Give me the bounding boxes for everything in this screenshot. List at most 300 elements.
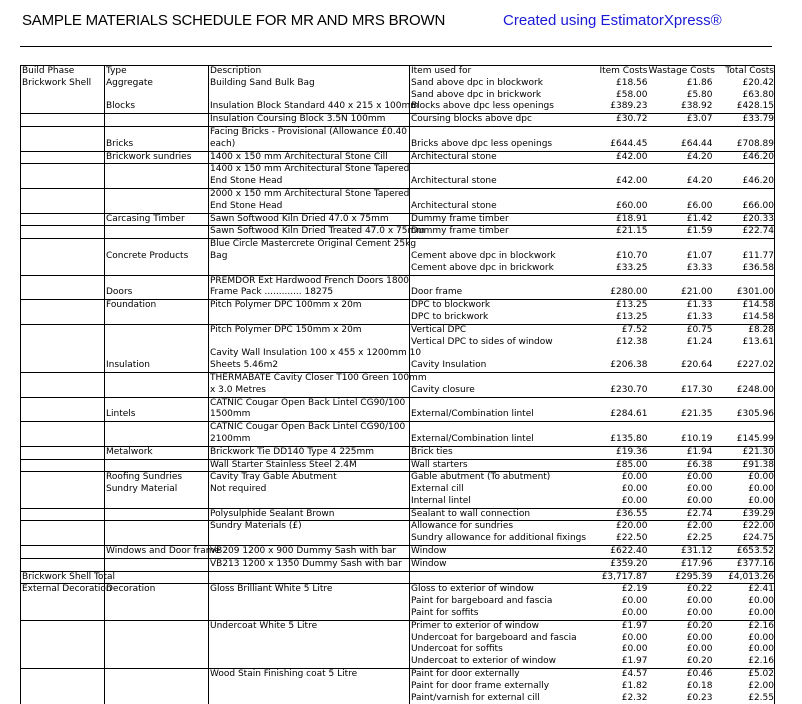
cell-item-used-for: External/Combination lintel <box>410 434 582 446</box>
cell-total-cost <box>713 164 775 176</box>
cell-description <box>209 644 410 656</box>
cell-total-cost <box>713 239 775 251</box>
cell-item-cost: £36.55 <box>582 508 648 521</box>
cell-total-cost <box>713 188 775 200</box>
cell-description: each) <box>209 139 410 151</box>
cell-build-phase <box>21 644 105 656</box>
cell-item-cost: £622.40 <box>582 546 648 559</box>
cell-description <box>209 571 410 584</box>
table-row <box>21 584 775 596</box>
cell-item-cost: £135.80 <box>610 433 648 444</box>
cell-type <box>105 693 209 704</box>
cell-wastage-cost: £0.46 <box>648 669 713 681</box>
table-row <box>21 596 775 608</box>
cell-wastage-cost: £1.33 <box>686 311 713 322</box>
cell-wastage-cost: £20.64 <box>681 360 713 371</box>
cell-item-cost: £33.25 <box>616 262 648 273</box>
cell-type <box>105 608 209 620</box>
cell-type <box>105 176 209 188</box>
cell-type <box>105 90 209 102</box>
table-row <box>21 226 775 238</box>
table-row <box>21 312 775 324</box>
cell-build-phase <box>21 275 105 287</box>
table-row <box>21 213 775 226</box>
cell-type <box>105 681 209 693</box>
cell-total-cost: £708.89 <box>713 139 775 151</box>
cell-item-used-for: Cement above dpc in brickwork <box>410 263 582 275</box>
table-row <box>21 546 775 559</box>
cell-description: Pitch Polymer DPC 100mm x 20m <box>209 300 410 312</box>
cell-item-used-for: Window <box>410 558 582 571</box>
cell-build-phase <box>21 397 105 409</box>
cell-wastage-cost: £0.20 <box>648 620 713 632</box>
cell-type <box>105 239 209 251</box>
cell-build-phase <box>21 300 105 312</box>
table-row <box>21 496 775 508</box>
cell-item-used-for <box>410 275 582 287</box>
col-header-total-costs: Total Costs <box>713 66 775 78</box>
table-total-row <box>21 571 775 584</box>
cell-type <box>105 669 209 681</box>
cell-build-phase <box>21 521 105 533</box>
cell-item-used-for <box>410 571 582 584</box>
cell-item-cost: £0.00 <box>621 644 648 655</box>
cell-type <box>105 459 209 472</box>
cell-item-used-for: Vertical DPC to sides of window <box>410 337 582 349</box>
table-row <box>21 681 775 693</box>
cell-wastage-cost: £2.25 <box>686 533 713 544</box>
cell-type: Decoration <box>105 584 209 596</box>
cell-description: Pitch Polymer DPC 150mm x 20m <box>209 324 410 336</box>
table-row <box>21 434 775 446</box>
cell-item-used-for <box>410 188 582 200</box>
header-divider <box>20 46 772 47</box>
table-row <box>21 633 775 645</box>
cell-total-cost: £305.96 <box>713 409 775 421</box>
cell-wastage-cost: £0.00 <box>686 608 713 619</box>
cell-item-used-for: Cement above dpc in blockwork <box>410 251 582 263</box>
cell-total-cost <box>713 397 775 409</box>
cell-total-cost: £2.16 <box>713 656 775 668</box>
cell-type <box>105 596 209 608</box>
cell-total-cost: £46.20 <box>713 151 775 164</box>
cell-item-cost: £3,717.87 <box>582 571 648 584</box>
cell-item-cost: £389.23 <box>610 101 648 112</box>
table-row <box>21 508 775 521</box>
materials-schedule-table <box>20 65 775 704</box>
cell-total-cost: £653.52 <box>713 546 775 559</box>
cell-build-phase <box>21 324 105 336</box>
cell-wastage-cost: £1.86 <box>686 77 713 88</box>
cell-total-cost: £145.99 <box>713 434 775 446</box>
cell-type: Metalwork <box>105 446 209 459</box>
cell-build-phase <box>21 213 105 226</box>
table-row <box>21 620 775 632</box>
cell-item-cost <box>582 397 648 409</box>
cell-item-used-for: DPC to brickwork <box>410 312 582 324</box>
cell-item-used-for: Sand above dpc in brickwork <box>410 90 582 102</box>
cell-build-phase <box>21 472 105 484</box>
cell-type <box>105 385 209 397</box>
cell-build-phase <box>21 385 105 397</box>
cell-type: Sundry Material <box>105 484 209 496</box>
cell-wastage-cost: £295.39 <box>648 571 713 584</box>
cell-item-used-for: Architectural stone <box>410 176 582 188</box>
cell-item-used-for: Paint/varnish for external cill <box>410 693 582 704</box>
cell-type <box>105 164 209 176</box>
cell-item-cost: £22.50 <box>616 533 648 544</box>
cell-item-cost: £13.25 <box>582 300 648 312</box>
cell-item-cost: £1.97 <box>621 656 648 667</box>
cell-item-used-for: Dummy frame timber <box>410 213 582 226</box>
table-row <box>21 693 775 704</box>
cell-description <box>209 337 410 349</box>
cell-item-cost <box>582 348 648 360</box>
cell-item-used-for: Architectural stone <box>410 201 582 213</box>
cell-wastage-cost: £4.20 <box>648 151 713 164</box>
cell-type <box>105 496 209 508</box>
cell-item-used-for: External cill <box>410 484 582 496</box>
cell-item-used-for <box>410 422 582 434</box>
cell-type <box>105 275 209 287</box>
cell-item-used-for: Dummy frame timber <box>410 226 582 238</box>
table-row <box>21 360 775 372</box>
cell-total-cost <box>713 372 775 384</box>
cell-item-cost: £42.00 <box>616 176 648 187</box>
table-row <box>21 472 775 484</box>
cell-item-used-for: Sundry allowance for additional fixings <box>410 533 582 545</box>
cell-wastage-cost <box>648 422 713 434</box>
cell-description: Facing Bricks - Provisional (Allowance £0.40 <box>209 126 410 138</box>
cell-item-used-for: Undercoat for bargeboard and fascia <box>410 633 582 645</box>
cell-description <box>209 496 410 508</box>
cell-item-used-for: Sealant to wall connection <box>410 508 582 521</box>
cell-item-used-for: Allowance for sundries <box>410 521 582 533</box>
cell-total-cost: £0.00 <box>713 484 775 496</box>
cell-item-cost: £644.45 <box>610 138 648 149</box>
cell-total-cost: £39.29 <box>713 508 775 521</box>
cell-wastage-cost <box>648 126 713 138</box>
cell-build-phase <box>21 484 105 496</box>
cell-description: Building Sand Bulk Bag <box>209 78 410 90</box>
cell-total-cost: £2.41 <box>713 584 775 596</box>
cell-build-phase <box>21 620 105 632</box>
cell-item-cost: £280.00 <box>610 287 648 298</box>
cell-item-used-for: Paint for door frame externally <box>410 681 582 693</box>
cell-build-phase <box>21 239 105 251</box>
table-row <box>21 78 775 90</box>
cell-total-cost: £4,013.26 <box>713 571 775 584</box>
table-row <box>21 372 775 384</box>
col-header-item-costs: Item Costs <box>582 66 648 78</box>
cell-type <box>105 633 209 645</box>
table-row <box>21 459 775 472</box>
cell-total-cost: £8.28 <box>713 324 775 336</box>
cell-total-cost: £14.58 <box>713 312 775 324</box>
cell-build-phase <box>21 201 105 213</box>
cell-wastage-cost: £0.00 <box>648 472 713 484</box>
cell-wastage-cost: £0.00 <box>686 495 713 506</box>
cell-item-cost: £1.82 <box>621 680 648 691</box>
cell-type <box>105 263 209 275</box>
cell-build-phase <box>21 251 105 263</box>
cell-type <box>105 434 209 446</box>
table-row <box>21 164 775 176</box>
cell-build-phase: Brickwork Shell <box>21 78 105 90</box>
cell-build-phase <box>21 446 105 459</box>
cell-item-used-for: Cavity closure <box>410 385 582 397</box>
cell-build-phase <box>21 422 105 434</box>
cell-item-cost: £230.70 <box>610 384 648 395</box>
cell-item-used-for: Blocks above dpc less openings <box>410 101 582 113</box>
cell-total-cost: £0.00 <box>713 472 775 484</box>
cell-item-used-for: Paint for door externally <box>410 669 582 681</box>
col-header-build-phase: Build Phase <box>21 66 105 78</box>
table-row <box>21 348 775 360</box>
cell-type <box>105 533 209 545</box>
cell-item-used-for: Brick ties <box>410 446 582 459</box>
cell-wastage-cost: £1.94 <box>648 446 713 459</box>
cell-description: Cavity Tray Gable Abutment <box>209 472 410 484</box>
table-row <box>21 239 775 251</box>
cell-wastage-cost: £0.18 <box>686 680 713 691</box>
cell-build-phase <box>21 188 105 200</box>
cell-item-used-for: Internal lintel <box>410 496 582 508</box>
cell-item-cost: £21.15 <box>616 226 648 237</box>
table-row <box>21 422 775 434</box>
cell-item-cost: £2.32 <box>621 692 648 703</box>
cell-item-cost <box>582 239 648 251</box>
cell-type: Aggregate <box>105 78 209 90</box>
cell-total-cost: £22.00 <box>713 521 775 533</box>
cell-item-cost: £13.25 <box>616 311 648 322</box>
table-row <box>21 446 775 459</box>
cell-description: CATNIC Cougar Open Back Lintel CG90/100 <box>209 397 410 409</box>
cell-total-cost: £5.02 <box>713 669 775 681</box>
cell-description: Bag <box>209 251 410 263</box>
cell-build-phase <box>21 287 105 299</box>
cell-build-phase <box>21 263 105 275</box>
cell-type: Lintels <box>105 409 209 421</box>
cell-type <box>105 620 209 632</box>
cell-wastage-cost: £1.24 <box>686 336 713 347</box>
cell-type <box>105 558 209 571</box>
cell-item-used-for <box>410 164 582 176</box>
cell-build-phase <box>21 90 105 102</box>
cell-type <box>105 126 209 138</box>
cell-type <box>105 337 209 349</box>
cell-total-cost: £227.02 <box>713 360 775 372</box>
cell-wastage-cost: £17.30 <box>681 384 713 395</box>
cell-wastage-cost: £31.12 <box>648 546 713 559</box>
cell-total-cost: £428.15 <box>713 101 775 113</box>
cell-total-cost: £248.00 <box>713 385 775 397</box>
cell-type: Brickwork sundries <box>105 151 209 164</box>
cell-build-phase <box>21 114 105 127</box>
cell-item-cost: £2.19 <box>582 584 648 596</box>
cell-wastage-cost <box>648 397 713 409</box>
table-body <box>21 78 775 704</box>
cell-item-used-for: Gloss to exterior of window <box>410 584 582 596</box>
col-header-description: Description <box>209 66 410 78</box>
cell-description: Wood Stain Finishing coat 5 Litre <box>209 669 410 681</box>
cell-wastage-cost: £64.44 <box>681 138 713 149</box>
table-row <box>21 114 775 127</box>
cell-description <box>209 608 410 620</box>
document-title: SAMPLE MATERIALS SCHEDULE FOR MR AND MRS BROWN <box>22 12 446 29</box>
table-row <box>21 644 775 656</box>
cell-wastage-cost: £0.20 <box>686 656 713 667</box>
cell-description: THERMABATE Cavity Closer T100 Green 100mm <box>210 372 427 383</box>
cell-wastage-cost: £4.20 <box>686 176 713 187</box>
cell-wastage-cost: £3.07 <box>648 114 713 127</box>
table-row <box>21 188 775 200</box>
cell-total-cost: £0.00 <box>713 496 775 508</box>
cell-wastage-cost: £0.75 <box>648 324 713 336</box>
cell-build-phase <box>21 164 105 176</box>
table-row <box>21 669 775 681</box>
cell-total-cost: £2.16 <box>713 620 775 632</box>
cell-wastage-cost: £0.00 <box>686 632 713 643</box>
cell-type: Windows and Door frame <box>105 546 209 559</box>
cell-total-cost <box>713 126 775 138</box>
cell-description: Not required <box>209 484 410 496</box>
cell-wastage-cost: £38.92 <box>681 101 713 112</box>
cell-build-phase <box>21 434 105 446</box>
cell-item-cost: £20.00 <box>582 521 648 533</box>
cell-description <box>209 681 410 693</box>
cell-item-cost: £58.00 <box>616 89 648 100</box>
cell-total-cost: £66.00 <box>713 201 775 213</box>
cell-build-phase <box>21 669 105 681</box>
table-row <box>21 324 775 336</box>
cell-build-phase <box>21 496 105 508</box>
cell-total-cost: £0.00 <box>713 644 775 656</box>
cell-description: Undercoat White 5 Litre <box>209 620 410 632</box>
cell-total-cost: £20.33 <box>713 213 775 226</box>
table-row <box>21 139 775 151</box>
cell-total-cost: £0.00 <box>713 633 775 645</box>
cell-wastage-cost: £1.33 <box>648 300 713 312</box>
cell-item-cost: £10.70 <box>616 250 648 261</box>
cell-item-used-for: Window <box>410 546 582 559</box>
cell-type <box>105 188 209 200</box>
cell-description: Blue Circle Mastercrete Original Cement 25kg <box>210 239 417 250</box>
cell-description: Cavity Wall Insulation 100 x 455 x 1200mm 10 <box>210 348 422 359</box>
cell-item-cost: £1.97 <box>582 620 648 632</box>
cell-description: 1400 x 150 mm Architectural Stone Cill <box>209 151 410 164</box>
cell-total-cost: £46.20 <box>713 176 775 188</box>
cell-item-cost: £0.00 <box>621 596 648 607</box>
cell-type: Foundation <box>105 300 209 312</box>
cell-item-cost <box>582 275 648 287</box>
table-row <box>21 275 775 287</box>
cell-item-cost: £12.38 <box>616 336 648 347</box>
cell-item-used-for: Paint for soffits <box>410 608 582 620</box>
cell-wastage-cost <box>648 239 713 251</box>
cell-item-cost: £18.56 <box>616 77 648 88</box>
table-row <box>21 251 775 263</box>
cell-wastage-cost: £0.23 <box>686 692 713 703</box>
cell-item-used-for: Undercoat to exterior of window <box>410 656 582 668</box>
cell-item-used-for <box>410 348 582 360</box>
cell-wastage-cost: £1.07 <box>686 250 713 261</box>
cell-total-cost: £2.00 <box>713 681 775 693</box>
cell-description: CATNIC Cougar Open Back Lintel CG90/100 <box>209 422 410 434</box>
cell-type <box>105 201 209 213</box>
cell-build-phase <box>21 633 105 645</box>
cell-description: Sundry Materials (£) <box>209 521 410 533</box>
cell-item-cost <box>582 188 648 200</box>
cell-wastage-cost <box>648 188 713 200</box>
cell-item-used-for: Primer to exterior of window <box>410 620 582 632</box>
table-row <box>21 287 775 299</box>
cell-wastage-cost: £0.00 <box>686 644 713 655</box>
cell-type: Carcasing Timber <box>105 213 209 226</box>
cell-description <box>209 693 410 704</box>
table-row <box>21 656 775 668</box>
cell-build-phase <box>21 337 105 349</box>
cell-item-cost: £60.00 <box>616 200 648 211</box>
cell-item-cost: £0.00 <box>621 608 648 619</box>
cell-build-phase <box>21 558 105 571</box>
cell-item-used-for: Sand above dpc in blockwork <box>410 78 582 90</box>
cell-type: Insulation <box>105 360 209 372</box>
cell-item-used-for <box>410 372 582 384</box>
cell-item-cost <box>582 422 648 434</box>
cell-type <box>105 397 209 409</box>
cell-wastage-cost: £3.33 <box>686 262 713 273</box>
table-row <box>21 263 775 275</box>
cell-total-cost: £0.00 <box>713 596 775 608</box>
cell-wastage-cost <box>648 275 713 287</box>
col-header-type: Type <box>105 66 209 78</box>
cell-total-cost: £21.30 <box>713 446 775 459</box>
cell-type <box>105 312 209 324</box>
cell-type: Bricks <box>105 139 209 151</box>
cell-description: End Stone Head <box>209 201 410 213</box>
cell-description: Polysulphide Sealant Brown <box>209 508 410 521</box>
cell-total-cost: £13.61 <box>713 337 775 349</box>
cell-type <box>105 644 209 656</box>
created-with-label: Created using EstimatorXpress® <box>503 12 722 29</box>
cell-type <box>105 114 209 127</box>
cell-total-cost: £91.38 <box>713 459 775 472</box>
cell-wastage-cost: £17.96 <box>648 558 713 571</box>
cell-item-cost: £206.38 <box>610 360 648 371</box>
cell-total-cost: £24.75 <box>713 533 775 545</box>
table-row <box>21 533 775 545</box>
cell-item-used-for: Vertical DPC <box>410 324 582 336</box>
table-header-row <box>21 66 775 78</box>
cell-wastage-cost: £0.00 <box>686 596 713 607</box>
cell-item-cost <box>582 126 648 138</box>
cell-type: Doors <box>105 287 209 299</box>
cell-item-used-for: Undercoat for soffits <box>410 644 582 656</box>
cell-item-used-for: Door frame <box>410 287 582 299</box>
cell-type <box>105 508 209 521</box>
cell-description: 2000 x 150 mm Architectural Stone Tapered <box>210 188 410 199</box>
cell-build-phase <box>21 151 105 164</box>
cell-total-cost: £20.42 <box>713 78 775 90</box>
cell-build-phase <box>21 312 105 324</box>
cell-description: VB209 1200 x 900 Dummy Sash with bar <box>209 546 410 559</box>
cell-item-cost <box>582 164 648 176</box>
cell-description: Wall Starter Stainless Steel 2.4M <box>209 459 410 472</box>
cell-description: Insulation Block Standard 440 x 215 x 100mm <box>209 101 410 113</box>
cell-item-cost: £284.61 <box>610 409 648 420</box>
cell-description: x 3.0 Metres <box>209 385 410 397</box>
